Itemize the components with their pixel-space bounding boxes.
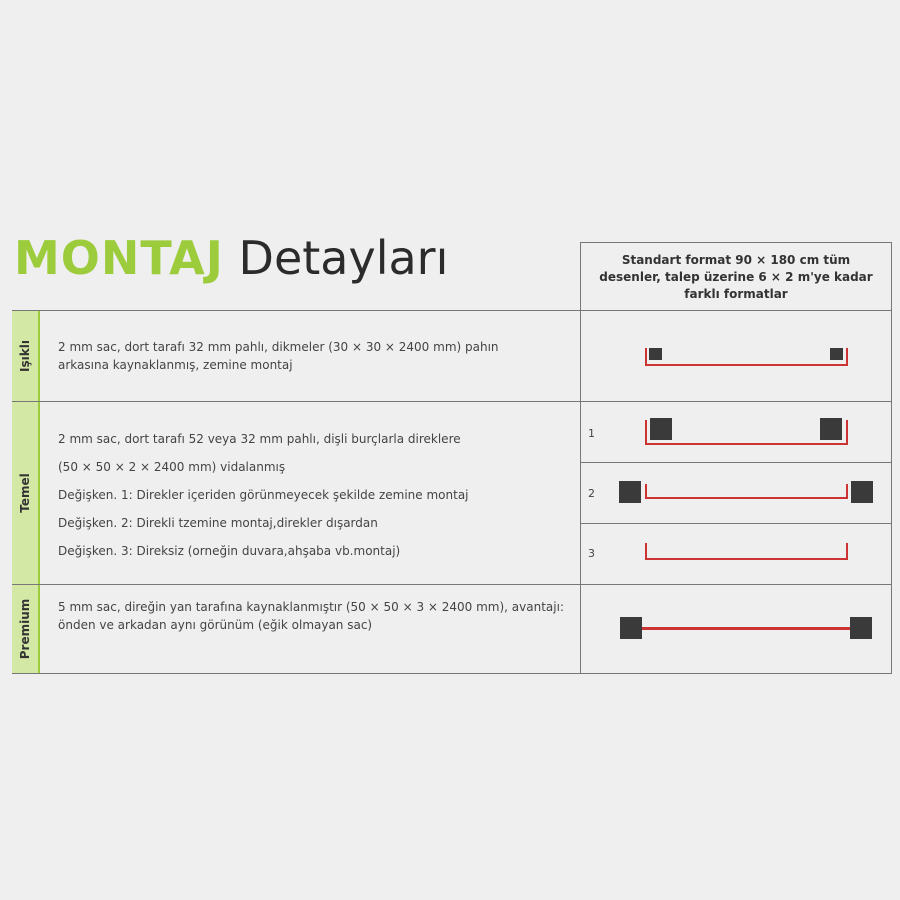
panel-edge xyxy=(645,420,647,445)
post-right xyxy=(850,617,872,639)
post-right xyxy=(820,418,842,440)
tab-label: Premium xyxy=(18,598,32,660)
panel-edge xyxy=(645,543,647,560)
row-divider xyxy=(12,401,892,402)
post-right xyxy=(830,348,843,360)
variant-divider xyxy=(580,523,892,524)
tab-label: Işıklı xyxy=(18,340,32,372)
panel-edge xyxy=(846,543,848,560)
panel-edge xyxy=(846,348,848,366)
table-top-border xyxy=(12,310,892,311)
table-right-border xyxy=(891,310,892,674)
row-divider xyxy=(12,584,892,585)
column-divider xyxy=(580,310,581,674)
isikli-description xyxy=(58,338,499,374)
panel-line xyxy=(645,443,848,445)
post-left xyxy=(650,418,672,440)
table-bottom-border xyxy=(12,673,892,674)
desc-line: 2 mm sac, dort tarafı 52 veya 32 mm pahlı, dişli burçlarla direklere xyxy=(58,432,461,446)
panel-edge xyxy=(645,484,647,499)
tab-isikli xyxy=(12,311,40,401)
tab-temel xyxy=(12,402,40,584)
desc-line: (50 × 50 × 2 × 2400 mm) vidalanmış xyxy=(58,460,286,474)
variant-divider xyxy=(580,462,892,463)
desc-line: Değişken. 1: Direkler içeriden görünmeyecek şekilde zemine montaj xyxy=(58,488,469,502)
premium-description xyxy=(58,598,564,634)
page-title xyxy=(14,228,448,288)
title-rest: Detayları xyxy=(238,231,449,285)
post-left xyxy=(620,617,642,639)
title-accent: MONTAJ xyxy=(14,231,224,285)
temel-description xyxy=(58,425,469,565)
panel-line xyxy=(645,497,848,499)
panel-line xyxy=(645,558,848,560)
variant-number: 1 xyxy=(588,427,595,440)
post-right xyxy=(851,481,873,503)
desc-line: Değişken. 2: Direkli tzemine montaj,direkler dışardan xyxy=(58,516,378,530)
desc-line: 2 mm sac, dort tarafı 32 mm pahlı, dikmeler (30 × 30 × 2400 mm) pahın xyxy=(58,340,499,354)
format-note: Standart format 90 × 180 cm tüm desenler, talep üzerine 6 × 2 m'ye kadar farklı formatlar xyxy=(580,242,892,310)
post-left xyxy=(649,348,662,360)
tab-premium xyxy=(12,585,40,673)
panel-line xyxy=(640,627,852,630)
variant-number: 2 xyxy=(588,487,595,500)
panel-edge xyxy=(846,420,848,445)
post-left xyxy=(619,481,641,503)
panel-line xyxy=(645,364,848,366)
desc-line: önden ve arkadan aynı görünüm (eğik olmayan sac) xyxy=(58,618,373,632)
desc-line: Değişken. 3: Direksiz (orneğin duvara,ahşaba vb.montaj) xyxy=(58,544,401,558)
tab-label: Temel xyxy=(18,473,32,513)
panel-edge xyxy=(846,484,848,499)
desc-line: arkasına kaynaklanmış, zemine montaj xyxy=(58,358,293,372)
desc-line: 5 mm sac, direğin yan tarafına kaynaklanmıştır (50 × 50 × 3 × 2400 mm), avantajı: xyxy=(58,600,564,614)
panel-edge xyxy=(645,348,647,366)
variant-number: 3 xyxy=(588,547,595,560)
